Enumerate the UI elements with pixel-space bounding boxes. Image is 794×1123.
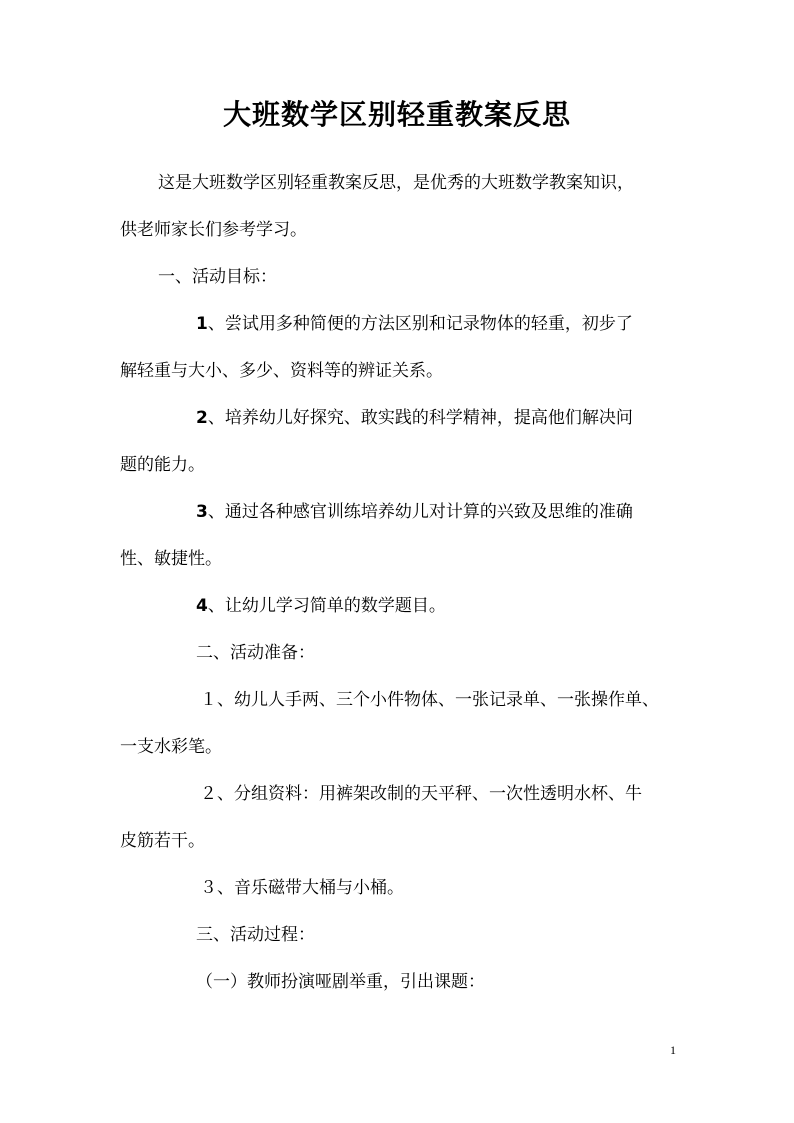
goal-1-line-2: 解轻重与大小、多少、资料等的辨证关系。 [120,361,443,381]
section-heading-preparation: 二、活动准备： [196,643,315,663]
goal-3-line-1 [120,489,680,536]
goal-4-line-1 [120,583,680,630]
goal-2-line-1 [120,395,680,442]
prep-item-3-line-1: ３、音乐磁带大桶与小桶。 [200,878,404,898]
goal-1-text: 、尝试用多种简便的方法区别和记录物体的轻重，初步了 [207,314,633,334]
goal-2-number: 2 [196,408,208,428]
prep-item-2-line-1: ２、分组资料：用裤架改制的天平秤、一次性透明水杯、牛 [200,784,642,804]
prep-item-2-line-2: 皮筋若干。 [120,831,205,851]
intro-line-2: 供老师家长们参考学习。 [120,220,307,240]
document-body [120,160,680,1006]
goal-3-text: 、通过各种感官训练培养幼儿对计算的兴致及思维的准确 [207,502,633,522]
goal-4-text: 、让幼儿学习简单的数学题目。 [207,596,446,616]
prep-item-1-line-2: 一支水彩笔。 [120,737,222,757]
goal-1-number: 1 [196,314,208,334]
goal-1-line-1 [120,301,680,348]
section-heading-goals: 一、活动目标： [158,267,277,287]
page-number: 1 [670,1043,676,1057]
prep-item-1-line-1: １、幼儿人手两、三个小件物体、一张记录单、一张操作单、 [200,690,659,710]
document-title: 大班数学区别轻重教案反思 [222,98,571,131]
section-heading-process: 三、活动过程： [196,925,315,945]
process-sub-1: （一）教师扮演哑剧举重，引出课题： [196,972,485,992]
goal-3-number: 3 [196,502,208,522]
goal-3-line-2: 性、敏捷性。 [120,549,222,569]
goal-2-text: 、培养幼儿好探究、敢实践的科学精神，提高他们解决问 [207,408,633,428]
intro-line-1: 这是大班数学区别轻重教案反思，是优秀的大班数学教案知识， [158,173,634,193]
goal-2-line-2: 题的能力。 [120,455,205,475]
goal-4-number: 4 [196,596,208,616]
